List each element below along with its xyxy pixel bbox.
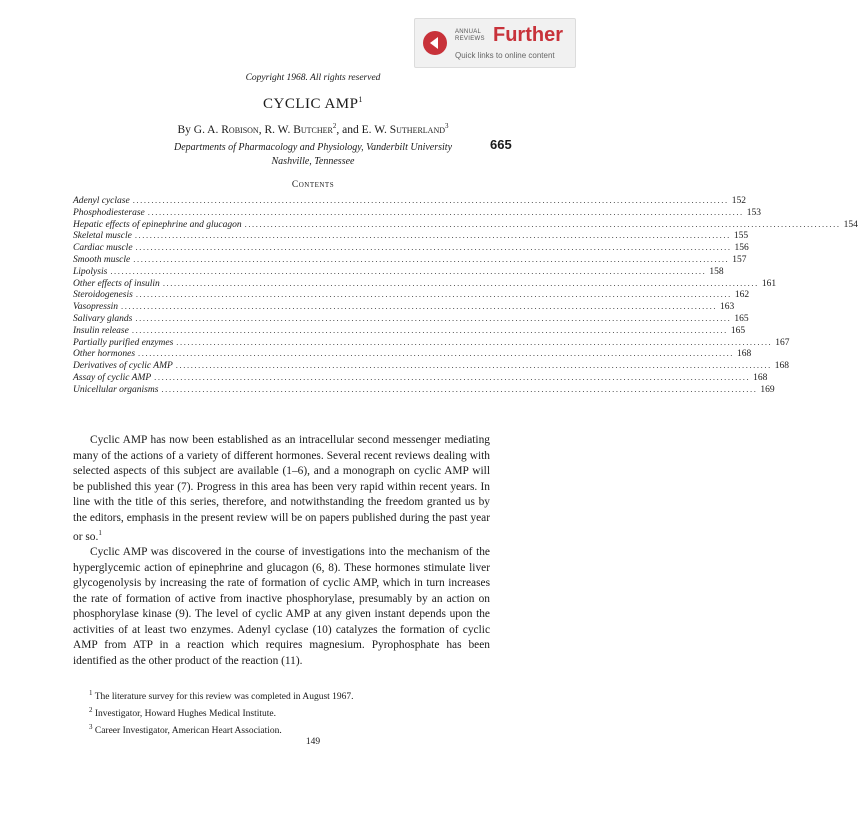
- author-separator: , and: [336, 123, 362, 136]
- toc-entry-page: 158: [709, 266, 724, 277]
- author-name: R. W. Butcher: [264, 123, 333, 136]
- toc-leader-dots: ................................................................................................................................................................: [133, 253, 730, 264]
- toc-entry-page: 165: [730, 325, 746, 336]
- affiliation: Departments of Pharmacology and Physiology, Vanderbilt University Nashville, Tennessee: [173, 142, 453, 167]
- toc-entry-label: Phosphodiesterase: [73, 207, 145, 218]
- toc-leader-dots: ................................................................................................................................................................: [135, 289, 732, 300]
- footnote: [73, 721, 490, 738]
- banner-brand: ANNUAL REVIEWS: [455, 29, 485, 42]
- toc-entry-label: Other hormones: [73, 349, 136, 360]
- toc-entry: [73, 348, 752, 360]
- toc-entry-page: 165: [734, 313, 749, 324]
- toc-entry: [73, 277, 777, 290]
- toc-entry-label: Salivary glands: [73, 313, 133, 324]
- title-footnote-mark: 1: [358, 95, 363, 104]
- toc-entry-page: 161: [761, 278, 777, 289]
- toc-leader-dots: ................................................................................................................................................................: [110, 265, 707, 276]
- toc-leader-dots: ................................................................................................................................................................: [147, 206, 744, 217]
- author-separator: ,: [258, 123, 265, 136]
- toc-leader-dots: ................................................................................................................................................................: [244, 218, 841, 229]
- page-number-bottom: 149: [305, 737, 321, 747]
- toc-leader-dots: ................................................................................................................................................................: [176, 336, 773, 347]
- toc-leader-dots: ................................................................................................................................................................: [135, 242, 732, 253]
- toc-entry: [73, 312, 749, 325]
- toc-entry-label: Smooth muscle: [73, 254, 131, 265]
- footnote-mark: 2: [89, 706, 93, 715]
- toc-entry-label: Skeletal muscle: [73, 231, 132, 242]
- toc-entry: [73, 206, 762, 219]
- toc-entry-page: 168: [774, 361, 790, 372]
- toc-entry: [73, 324, 746, 337]
- author-name: E. W. Sutherland: [361, 123, 446, 136]
- footnote-text: Career Investigator, American Heart Association.: [94, 726, 282, 737]
- toc-entry-label: Assay of cyclic AMP: [73, 372, 152, 383]
- toc-entry-page: 153: [746, 207, 762, 218]
- toc-entry-label: Lipolysis: [73, 266, 108, 277]
- author-name: G. A. Robison: [193, 123, 259, 136]
- table-of-contents: [73, 195, 858, 396]
- toc-entry-label: Unicellular organisms: [73, 384, 159, 395]
- toc-entry-page: 156: [734, 243, 749, 254]
- toc-entry-label: Hepatic effects of epinephrine and glucagon: [73, 219, 242, 230]
- author-footnote-mark: 3: [445, 122, 449, 130]
- footnote-text: Investigator, Howard Hughes Medical Institute.: [94, 709, 277, 720]
- toc-entry-page: 152: [731, 196, 746, 206]
- toc-entry-label: Partially purified enzymes: [73, 337, 174, 348]
- toc-entry: [73, 383, 775, 396]
- toc-entry-page: 155: [733, 231, 749, 242]
- toc-leader-dots: ................................................................................................................................................................: [135, 312, 732, 323]
- footnotes: [73, 687, 490, 738]
- toc-leader-dots: ................................................................................................................................................................: [161, 383, 758, 394]
- toc-leader-dots: ................................................................................................................................................................: [154, 371, 751, 382]
- toc-leader-dots: ................................................................................................................................................................: [132, 195, 729, 205]
- toc-entry-label: Derivatives of cyclic AMP: [73, 361, 173, 372]
- toc-leader-dots: ................................................................................................................................................................: [162, 277, 759, 288]
- toc-leader-dots: ................................................................................................................................................................: [175, 360, 772, 371]
- toc-leader-dots: ................................................................................................................................................................: [134, 230, 731, 241]
- toc-entry: [73, 371, 768, 384]
- toc-entry-page: 163: [720, 302, 735, 313]
- page-number-top: 665: [490, 137, 512, 152]
- toc-entry: [73, 230, 749, 242]
- toc-entry-page: 157: [732, 254, 747, 265]
- toc-entry: [73, 265, 724, 278]
- toc-entry-label: Vasopressin: [73, 302, 119, 313]
- toc-entry-label: Steroidogenesis: [73, 290, 133, 301]
- contents-heading: Contents: [291, 180, 335, 190]
- copyright-notice: Copyright 1968. All rights reserved: [245, 73, 381, 83]
- toc-entry-page: 154: [843, 219, 858, 230]
- paragraph-1: Cyclic AMP has now been established as an intracellular second messenger mediating many of the actions of a variety of different hormones. Several recent reviews dealing with selected aspects of this subject are available (1–6), and a monograph on cyclic AMP will be published this year (7). Progress in this area has been very rapid within recent years. In line with the title of this series, therefore, and notwithstanding the freedom granted us by the editors, emphasis in the present review will be on papers published during the past year or so.$^1$: [73, 434, 490, 543]
- banner-tagline: Quick links to online content: [455, 51, 555, 60]
- author-footnote-mark: 2: [332, 122, 337, 130]
- annual-reviews-logo-icon: [423, 31, 447, 55]
- toc-entry-label: Adenyl cyclase: [73, 196, 130, 206]
- footnote: [73, 704, 490, 721]
- toc-entry-page: 167: [775, 337, 790, 348]
- toc-leader-dots: ................................................................................................................................................................: [131, 324, 728, 335]
- banner-further-label: Further: [493, 24, 563, 46]
- footnote: [73, 687, 490, 704]
- footnote-text: The literature survey for this review was completed in August 1967.: [94, 692, 354, 703]
- footnote-mark: 1: [89, 689, 93, 697]
- toc-leader-dots: ................................................................................................................................................................: [121, 301, 718, 312]
- toc-entry: [73, 301, 735, 313]
- footnote-mark: 3: [89, 723, 93, 732]
- toc-entry-page: 168: [753, 372, 768, 383]
- author-line: [0, 122, 598, 136]
- toc-entry: [73, 289, 750, 301]
- paragraph-2: Cyclic AMP was discovered in the course of investigations into the mechanism of the hyperglycemic action of epinephrine and glucagon (6, 8). These hormones stimulate liver glycogenolysis by increasing the rate of formation of cyclic AMP, which in turn increases the rate of formation of active from inactive phosphorylase, presumably by an action on phosphorylase kinase (9). The level of cyclic AMP at any given instant depends upon the activities of at least two enzymes. Adenyl cyclase (10) catalyzes the formation of cyclic AMP from ATP in a reaction which requires magnesium. Pyrophosphate has been identified as the other product of the reaction (11).: [73, 546, 490, 667]
- toc-entry: [73, 195, 746, 207]
- toc-leader-dots: ................................................................................................................................................................: [138, 348, 735, 359]
- author-separator: By: [177, 123, 194, 136]
- body-text: [73, 433, 490, 669]
- toc-entry-label: Insulin release: [73, 325, 129, 336]
- toc-entry: [73, 242, 749, 254]
- toc-entry-label: Other effects of insulin: [73, 278, 160, 289]
- further-banner[interactable]: [414, 18, 576, 68]
- toc-entry-page: 169: [760, 384, 775, 395]
- toc-entry-page: 162: [734, 290, 750, 301]
- toc-entry-page: 168: [737, 349, 752, 360]
- toc-entry: [73, 336, 790, 349]
- article-title: CYCLIC AMP$^1$: [263, 95, 363, 112]
- toc-entry-label: Cardiac muscle: [73, 243, 133, 254]
- toc-entry: [73, 253, 747, 266]
- toc-entry: [73, 218, 858, 231]
- toc-entry: [73, 360, 790, 372]
